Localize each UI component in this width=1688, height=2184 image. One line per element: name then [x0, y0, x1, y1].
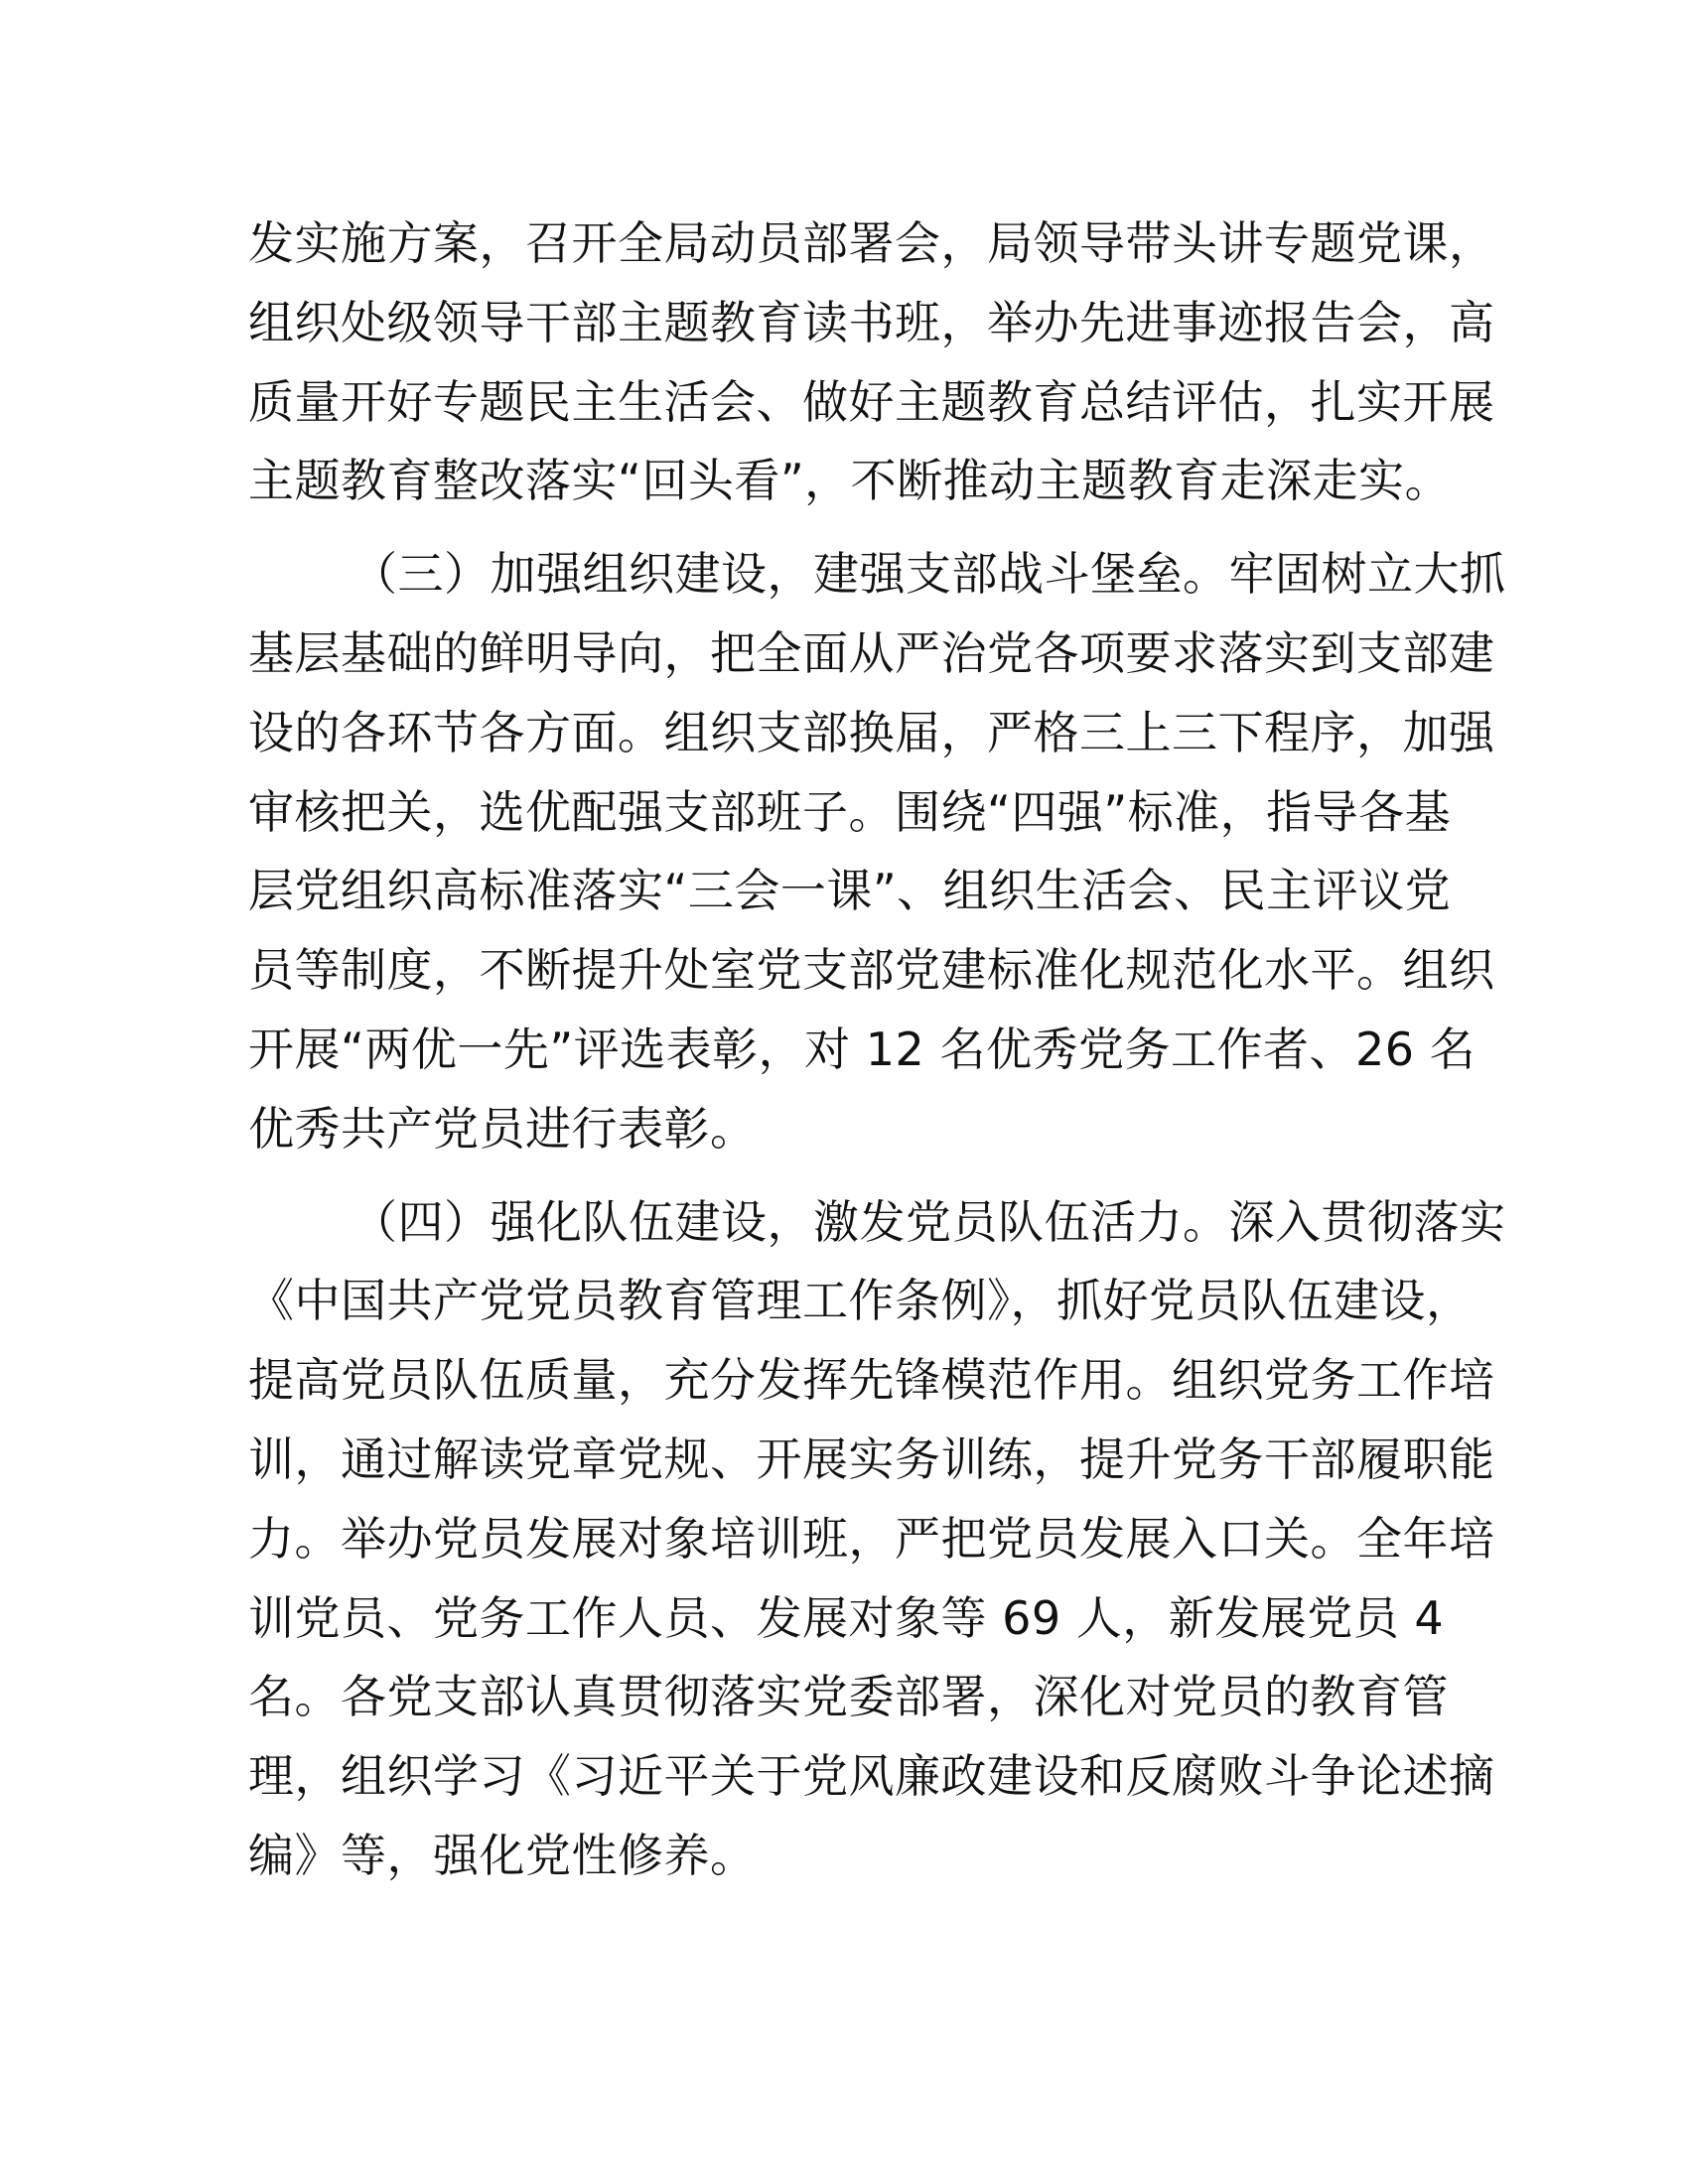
- section-heading-line: （三）加强组织建设，建强支部战斗堡垒。牢固树立大抓: [352, 547, 1506, 602]
- text-line: 提高党员队伍质量，充分发挥先锋模范作用。组织党务工作培: [248, 1353, 1495, 1408]
- text-line: 优秀共产党员进行表彰。: [248, 1101, 757, 1156]
- text-line: 名。各党支部认真贯彻落实党委部署，深化对党员的教育管: [248, 1670, 1449, 1724]
- paragraph-organization-building: [248, 535, 1506, 1168]
- text-line: 训党员、党务工作人员、发展对象等 69 人，新发展党员 4: [248, 1590, 1445, 1645]
- text-line: 员等制度，不断提升处室党支部党建标准化规范化水平。组织: [248, 943, 1495, 998]
- text-line: 发实施方案，召开全局动员部署会，局领导带头讲专题党课，: [248, 216, 1495, 270]
- text-line: 《中国共产党党员教育管理工作条例》，抓好党员队伍建设，: [248, 1274, 1473, 1328]
- text-line: 基层基础的鲜明导向，把全面从严治党各项要求落实到支部建: [248, 625, 1495, 680]
- text-line: 编》等，强化党性修养。: [248, 1828, 757, 1882]
- text-line: 审核把关，选优配强支部班子。围绕“四强”标准，指导各基: [248, 784, 1452, 839]
- text-line: 训，通过解读党章党规、开展实务训练，提升党务干部履职能: [248, 1432, 1495, 1486]
- text-line: 层党组织高标准落实“三会一课”、组织生活会、民主评议党: [248, 864, 1452, 918]
- text-line: 开展“两优一先”评选表彰，对 12 名优秀党务工作者、26 名: [248, 1022, 1477, 1076]
- text-line: 设的各环节各方面。组织支部换届，严格三上三下程序，加强: [248, 705, 1495, 759]
- section-heading-line: （四）强化队伍建设，激发党员队伍活力。深入贯彻落实: [352, 1194, 1506, 1249]
- text-line: 组织处级领导干部主题教育读书班，举办先进事迹报告会，高: [248, 295, 1495, 349]
- paragraph-team-building: [248, 1183, 1506, 1896]
- document-body: [248, 205, 1506, 1910]
- text-line: 理，组织学习《习近平关于党风廉政建设和反腐败斗争论述摘: [248, 1749, 1495, 1804]
- text-line: 质量开好专题民主生活会、做好主题教育总结评估，扎实开展: [248, 374, 1495, 429]
- text-line: 力。举办党员发展对象培训班，严把党员发展入口关。全年培: [248, 1511, 1495, 1566]
- text-line: 主题教育整改落实“回头看”，不断推动主题教育走深走实。: [248, 454, 1452, 508]
- paragraph-theme-education: [248, 205, 1495, 521]
